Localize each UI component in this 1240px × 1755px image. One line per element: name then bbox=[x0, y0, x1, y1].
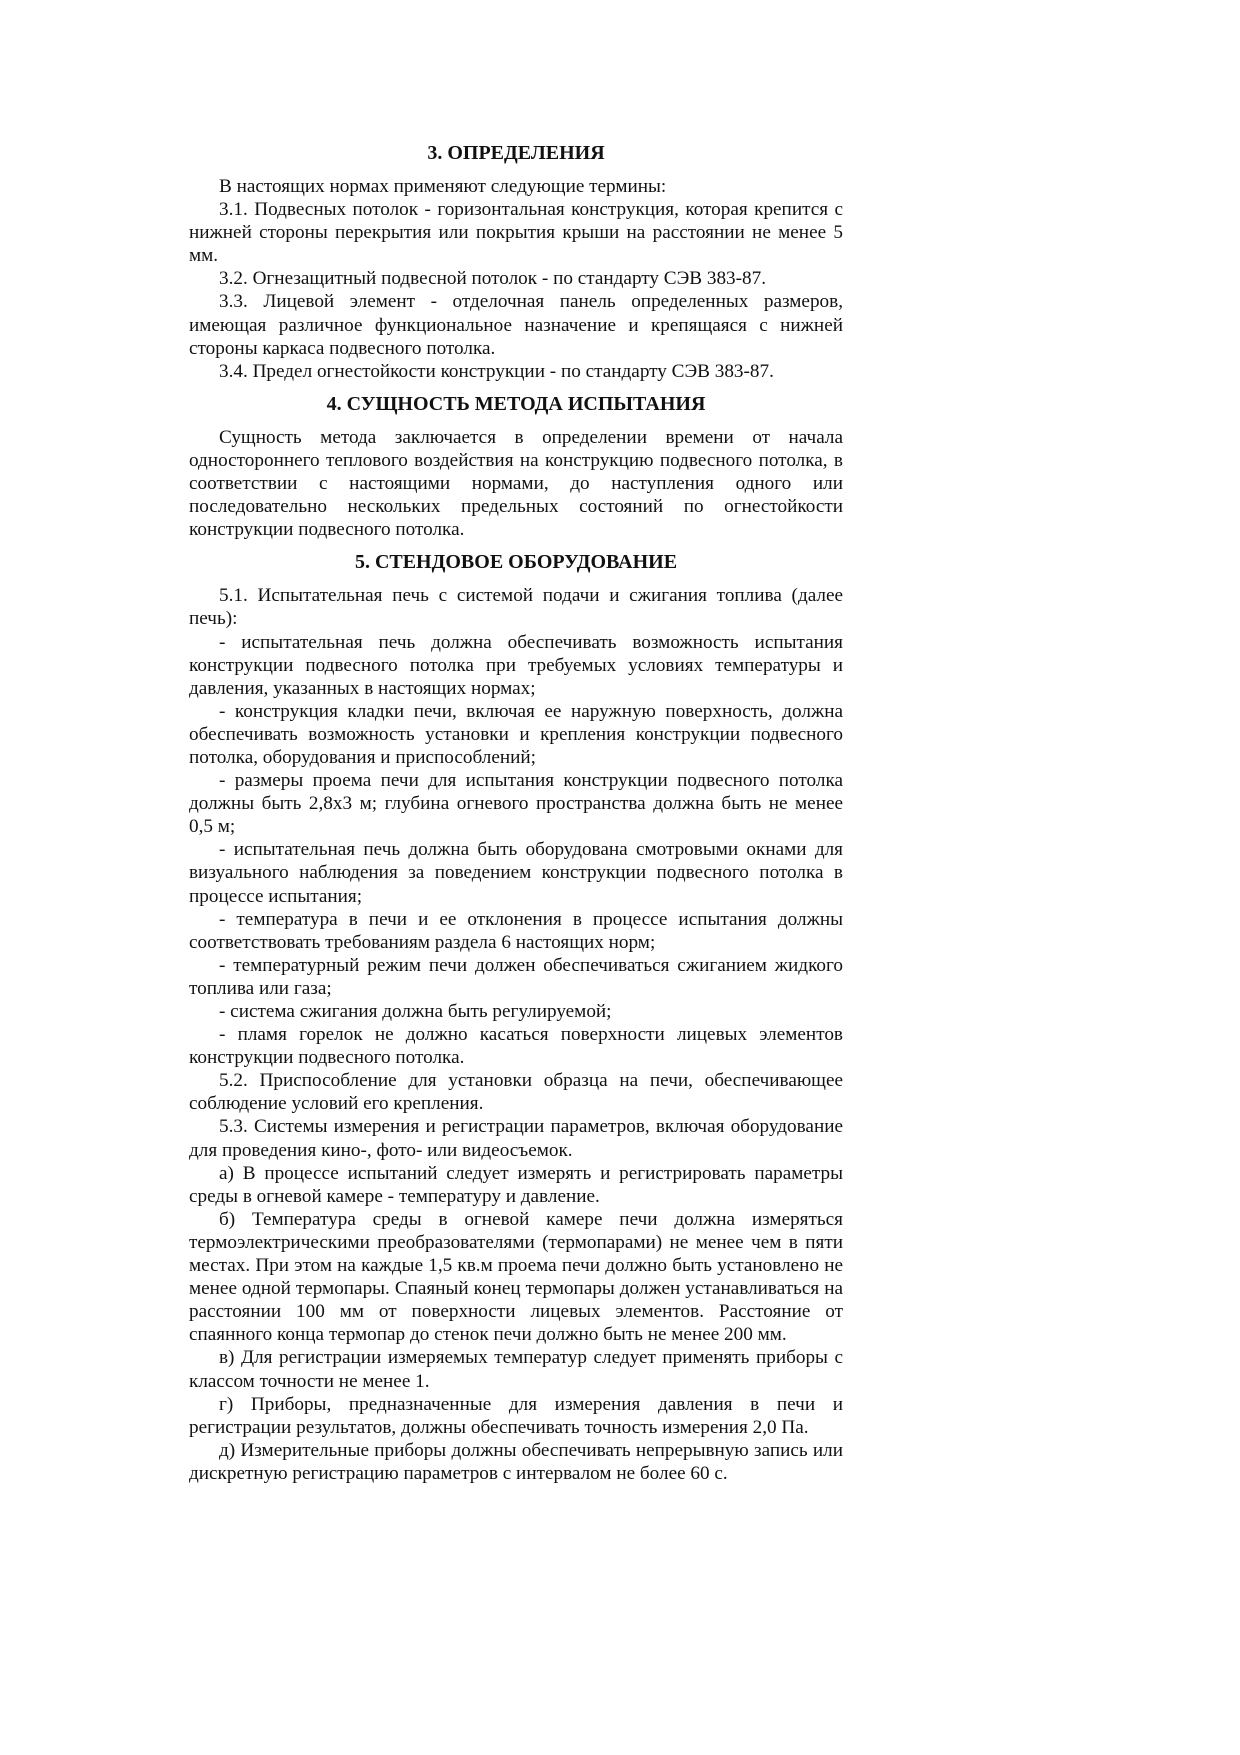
section-heading: 4. СУЩНОСТЬ МЕТОДА ИСПЫТАНИЯ bbox=[326, 392, 706, 415]
paragraph: - температура в печи и ее отклонения в процессе испытания должны соответствовать требованиям раздела 6 настоящих норм; bbox=[189, 908, 843, 953]
paragraph: г) Приборы, предназначенные для измерения давления в печи и регистрации результатов, должны обеспечивать точность измерения 2,0 Па. bbox=[189, 1393, 843, 1438]
section-heading: 5. СТЕНДОВОЕ ОБОРУДОВАНИЕ bbox=[354, 551, 678, 574]
paragraph: 3.4. Предел огнестойкости конструкции - по стандарту СЭВ 383-87. bbox=[219, 360, 774, 382]
document-page bbox=[189, 140, 843, 1485]
paragraph: - пламя горелок не должно касаться поверхности лицевых элементов конструкции подвесного потолка. bbox=[189, 1024, 843, 1069]
paragraph: 5.2. Приспособление для установки образца на печи, обеспечивающее соблюдение условий его крепления. bbox=[189, 1070, 843, 1115]
paragraph: б) Температура среды в огневой камере печи должна измеряться термоэлектрическими преобразователями (термопарами) не менее чем в пяти местах. При этом на каждые 1,5 кв.м проема печи должно быть установлено не менее одной термопары. Спаяный конец термопары должен устанавливаться на расстоянии 100 мм от поверхности лицевых элементов. Расстояние от спаянного конца термопар до стенок печи должно быть не менее 200 мм. bbox=[189, 1208, 843, 1346]
paragraph: в) Для регистрации измеряемых температур следует применять приборы с классом точности не менее 1. bbox=[189, 1347, 843, 1392]
paragraph: В настоящих нормах применяют следующие термины: bbox=[219, 176, 667, 197]
paragraph: - конструкция кладки печи, включая ее наружную поверхность, должна обеспечивать возможность установки и крепления конструкции подвесного потолка, оборудования и приспособлений; bbox=[189, 700, 843, 768]
paragraph: 5.1. Испытательная печь с системой подачи и сжигания топлива (далее печь): bbox=[189, 585, 843, 630]
paragraph: 5.3. Системы измерения и регистрации параметров, включая оборудование для проведения кино-, фото- или видеосъемок. bbox=[189, 1116, 843, 1161]
section-heading: 3. ОПРЕДЕЛЕНИЯ bbox=[427, 142, 605, 164]
paragraph: Сущность метода заключается в определении времени от начала одностороннего теплового воздействия на конструкцию подвесного потолка, в соответствии с настоящими нормами, до наступления одного или последовательно нескольких предельных состояний по огнестойкости конструкции подвесного потолка. bbox=[189, 426, 843, 541]
paragraph: - испытательная печь должна обеспечивать возможность испытания конструкции подвесного потолка при требуемых условиях температуры и давления, указанных в настоящих нормах; bbox=[189, 631, 843, 699]
paragraph: д) Измерительные приборы должны обеспечивать непрерывную запись или дискретную регистрацию параметров с интервалом не более 60 с. bbox=[189, 1439, 843, 1484]
paragraph: - размеры проема печи для испытания конструкции подвесного потолка должны быть 2,8х3 м; глубина огневого пространства должна быть не менее 0,5 м; bbox=[189, 770, 843, 838]
paragraph: 3.2. Огнезащитный подвесной потолок - по стандарту СЭВ 383-87. bbox=[219, 268, 767, 290]
paragraph: - испытательная печь должна быть оборудована смотровыми окнами для визуального наблюдения за поведением конструкции подвесного потолка в процессе испытания; bbox=[189, 839, 843, 907]
paragraph: - температурный режим печи должен обеспечиваться сжиганием жидкого топлива или газа; bbox=[189, 954, 843, 999]
paragraph: 3.1. Подвесных потолок - горизонтальная конструкция, которая крепится с нижней стороны перекрытия или покрытия крыши на расстоянии не менее 5 мм. bbox=[189, 199, 843, 267]
paragraph: а) В процессе испытаний следует измерять и регистрировать параметры среды в огневой камере - температуру и давление. bbox=[189, 1162, 843, 1207]
paragraph: 3.3. Лицевой элемент - отделочная панель определенных размеров, имеющая различное функциональное назначение и крепящаяся с нижней стороны каркаса подвесного потолка. bbox=[189, 291, 843, 359]
paragraph: - система сжигания должна быть регулируемой; bbox=[219, 1001, 612, 1022]
